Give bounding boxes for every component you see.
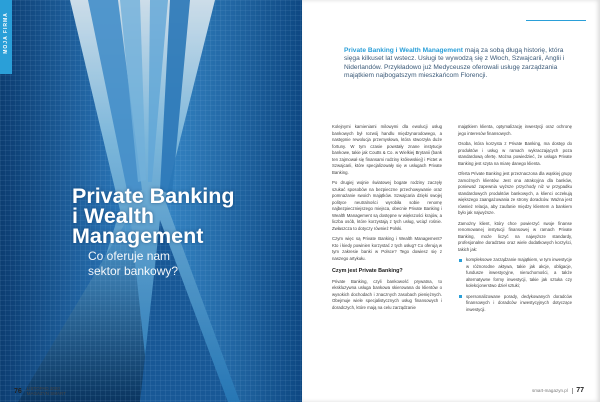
page-number-right: 77 <box>576 387 584 394</box>
paragraph: Po drugiej wojnie światowej bogate rodziny zaczęły szukać sposobów na bezpieczne przechowywanie oraz pomnażanie swoich majątków. Szwajcaria dzięki swojej polityce neutralności wyrobiła sobie renomę najbezpieczniejszego miejsca, obecnie Private Banking i Wealth Management są dostępne w większości krajów, a liczba osób, które korzystają z tych usług, wciąż rośnie. Zwłaszcza to dotyczy również Polski. <box>332 180 442 231</box>
page-number-left: 76 <box>14 387 22 395</box>
footer-divider <box>572 388 573 394</box>
right-page <box>302 0 600 402</box>
section-tab <box>0 0 12 74</box>
paragraph: Private Banking, czyli bankowość prywatna, to ekskluzywna usługa bankowa skierowana do klientów o wysokich dochodach i znacznych zasobach pieniężnych. Obejmuje wiele specjalistycznych usług finansowych i doradczych, które mają na celu zarządzanie <box>332 278 442 310</box>
paragraph: majątkiem klienta, optymalizację inwestycji oraz ochronę jego interesów finansowych. <box>458 124 572 136</box>
paragraph: Oferta Private Banking jest przeznaczona dla wąskiej grupy zamożnych klientów. Jest ona atrakcyjna dla banków, ponieważ zapewnia wyższe przychody niż w przypadku standardowych produktów bankowych, a klienci oczekują większego zaangażowania ze strony doradców. Ważna jest również relacja, aby zaufanie między klientem a bankiem było jak najwyższe. <box>458 171 572 215</box>
footer-meta-line: LISTOPAD 2020 <box>26 386 60 391</box>
section-heading: Czym jest Private Banking? <box>332 268 403 274</box>
paragraph: Zamożny klient, który chce powierzyć swoje finanse renomowanej instytucji finansowej w ramach Private Banking, może liczyć na najwyższe standardy, profesjonalne doradztwo oraz wiele dodatkowych korzyści, takich jak: <box>458 220 572 252</box>
square-bullet-icon <box>459 259 462 262</box>
list-item-text: kompleksowe zarządzanie majątkiem, w tym inwestycje w różnorodne aktywa, takie jak akcje, obligacje, fundusze inwestycyjne, nieruchomości, a także alternatywne formy inwestycji, takie jak sztuka czy kolekcjonerstwo dzieł sztuki; <box>466 257 572 288</box>
square-bullet-icon <box>459 295 462 298</box>
paragraph: Osoba, która korzysta z Private Banking, ma dostęp do produktów i usług w ramach wykraczających poza standardową ofertę. Można powiedzieć, że usługa Private Banking jest szyta na miarę danego klienta. <box>458 141 572 166</box>
intro-lead: Private Banking i Wealth Management <box>344 47 463 54</box>
benefits-list <box>458 257 572 313</box>
title-line: Private Banking <box>72 184 235 208</box>
title-line: Management <box>72 224 204 248</box>
article-subtitle <box>88 249 238 279</box>
right-footer <box>532 387 584 394</box>
subtitle-line: Co oferuje nam <box>88 249 171 263</box>
text-column-1 <box>332 124 442 315</box>
article-intro <box>344 47 580 81</box>
subtitle-line: sektor bankowy? <box>88 264 179 278</box>
paragraph: Czym więc są Private Banking i Wealth Management? Kto i kiedy powinien korzystać z tych usług? Co oferują w tym zakresie banki w Polsce? Tego dowiesz się z naszego artykułu. <box>332 236 442 261</box>
intro-text: mają za sobą długą historię, która sięga kilkuset lat wstecz. Usługi te wywodzą się z Włoch, Szwajcarii, Anglii i Niderlandów. Przykładowo już Medyceusze oferowali usługę zarządzania majątkiem najbogatszym mieszkańcom Florencji. <box>344 47 565 80</box>
text-column-2 <box>458 124 572 317</box>
left-footer <box>14 386 66 396</box>
section-tab-label: MOJA FIRMA <box>3 12 9 54</box>
article-title <box>72 186 287 246</box>
footer-meta <box>27 386 66 396</box>
list-item <box>466 294 572 314</box>
paragraph: Kolejnymi kamieniami milowymi dla ewolucji usług bankowych był rozwój handlu międzynarodowego, a następnie rewolucja przemysłowa, która stworzyła duże fortuny. W tym czasie powstały znane instytucje bankowe, takie jak Coutts & Co. w Wielkiej Brytanii (bank ten zajmował się finansami rodziny królewskiej) i Pictet w Szwajcarii, które specjalizowały się w usługach Private Banking. <box>332 124 442 175</box>
list-item-text: spersonalizowane porady, dedykowanych doradców finansowych i doradców inwestycyjnych dotyczące inwestycji. <box>466 293 572 312</box>
footer-website: smart-magazyn.pl <box>531 388 568 393</box>
accent-rule <box>526 20 586 21</box>
list-item <box>466 257 572 290</box>
title-line: i Wealth <box>72 204 155 228</box>
footer-meta-line: MAGAZYN SMART <box>26 391 66 396</box>
